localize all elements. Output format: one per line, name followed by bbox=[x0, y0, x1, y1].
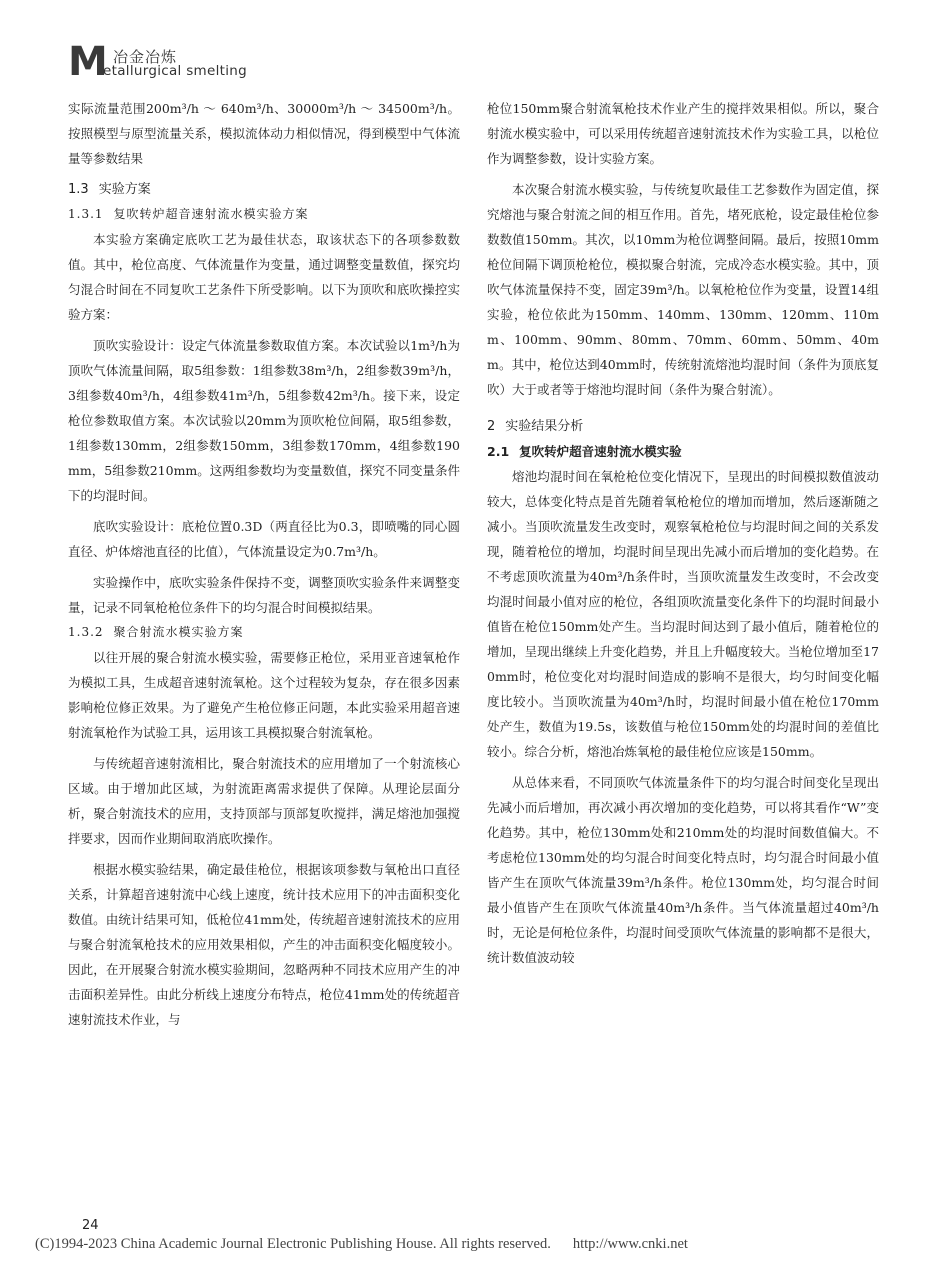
paragraph: 枪位150mm聚合射流氧枪技术作业产生的搅拌效果相似。所以，聚合射流水模实验中，可以采用传统超音速射流技术作为实验工具，以枪位作为调整参数，设计实验方案。 bbox=[487, 101, 879, 166]
paragraph: 底吹实验设计：底枪位置0.3D（两直径比为0.3，即喷嘴的同心圆直径、炉体熔池直径的比值），气体流量设定为0.7m³/h。 bbox=[68, 519, 460, 559]
journal-title-cn: 冶金冶炼 bbox=[113, 48, 178, 66]
journal-logo-letter: M bbox=[68, 39, 107, 85]
paragraph: 根据水模实验结果，确定最佳枪位，根据该项参数与氧枪出口直径关系，计算超音速射流中心线上速度，统计技术应用下的冲击面积变化数值。由统计结果可知，低枪位41mm处，传统超音速射流技术的应用与聚合射流氧枪技术的应用效果相似，产生的冲击面积变化幅度较小。因此，在开展聚合射流水模实验期间，忽略两种不同技术应用产生的冲击面积差异性。由此分析线上速度分布特点，枪位41mm处的传统超音速射流技术作业，与 bbox=[68, 862, 460, 1027]
copyright-text: (C)1994-2023 China Academic Journal Electronic Publishing House. All rights reserved. bbox=[35, 1236, 551, 1252]
paragraph: 与传统超音速射流相比，聚合射流技术的应用增加了一个射流核心区域。由于增加此区域，为射流距离需求提供了保障。从理论层面分析，聚合射流技术的应用，支持顶部与顶部复吹搅拌，满足熔池加强搅拌要求，因而作业期间取消底吹操作。 bbox=[68, 756, 460, 846]
paragraph: 顶吹实验设计：设定气体流量参数取值方案。本次试验以1m³/h为顶吹气体流量间隔，取5组参数：1组参数38m³/h，2组参数39m³/h，3组参数40m³/h，4组参数41m³/h，5组参数42m³/h。接下来，设定枪位参数取值方案。本次试验以20mm为顶吹枪位间隔，取5组参数，1组参数130mm，2组参数150mm，3组参数170mm，4组参数190mm，5组参数210mm。这两组参数均为变量数值，探究不同变量条件下的均混时间。 bbox=[68, 338, 460, 503]
paragraph: 实际流量范围200m³/h ～ 640m³/h、30000m³/h ～ 34500m³/h。按照模型与原型流量关系，模拟流体动力相似情况，得到模型中气体流量等参数结果 bbox=[68, 101, 460, 166]
section-heading-1-3: 1.3 实验方案 bbox=[68, 182, 151, 197]
page-number: 24 bbox=[82, 1218, 99, 1233]
section-heading-1-3-1: 1.3.1 复吹转炉超音速射流水模实验方案 bbox=[68, 207, 309, 221]
paragraph: 本实验方案确定底吹工艺为最佳状态，取该状态下的各项参数数值。其中，枪位高度、气体流量作为变量，通过调整变量数值，探究均匀混合时间在不同复吹工艺条件下所受影响。以下为顶吹和底吹操控实验方案： bbox=[68, 232, 460, 322]
journal-title-en: etallurgical smelting bbox=[103, 63, 248, 79]
section-heading-1-3-2: 1.3.2 聚合射流水模实验方案 bbox=[68, 625, 244, 639]
cnki-link[interactable]: http://www.cnki.net bbox=[572, 1236, 688, 1252]
section-heading-2: 2 实验结果分析 bbox=[487, 419, 584, 434]
left-column bbox=[68, 96, 460, 1032]
paragraph: 熔池均混时间在氧枪枪位变化情况下，呈现出的时间模拟数值波动较大，总体变化特点是首先随着氧枪枪位的增加而增加，然后逐渐随之减小。当顶吹流量发生改变时，观察氧枪枪位与均混时间之间的关系发现，随着枪位的增加，均混时间呈现出先减小而后增加的变化趋势。在不考虑顶吹流量为40m³/h条件时，当顶吹流量发生改变时，不会改变均混时间最小值对应的枪位，各组顶吹流量变化条件下的均混时间最小值皆在枪位150mm处产生。当均混时间达到了最小值后，随着枪位的增加，呈现出继续上升变化趋势，并且上升幅度较大。当枪位增加至170mm时，枪位变化对均混时间造成的影响不是很大，均匀时间变化幅度比较小。当顶吹流量为40m³/h时，均混时间最小值在枪位170mm处产生，数值为19.5s，该数值与枪位150mm处的均混时间的差值比较小。综合分析，熔池冶炼氧枪的最佳枪位应该是150mm。 bbox=[487, 469, 879, 759]
paragraph: 实验操作中，底吹实验条件保持不变，调整顶吹实验条件来调整变量，记录不同氧枪枪位条件下的均匀混合时间模拟结果。 bbox=[68, 575, 460, 615]
right-column bbox=[487, 96, 879, 970]
journal-header bbox=[68, 39, 368, 85]
copyright-footer bbox=[35, 1236, 688, 1253]
paragraph: 以往开展的聚合射流水模实验，需要修正枪位，采用亚音速氧枪作为模拟工具，生成超音速射流氧枪。这个过程较为复杂，存在很多因素影响枪位修正效果。为了避免产生枪位修正问题，本此实验采用超音速射流氧枪作为试验工具，运用该工具模拟聚合射流氧枪。 bbox=[68, 650, 460, 740]
section-heading-2-1: 2.1 复吹转炉超音速射流水模实验 bbox=[487, 444, 682, 459]
paragraph: 从总体来看，不同顶吹气体流量条件下的均匀混合时间变化呈现出先减小而后增加，再次减小再次增加的变化趋势，可以将其看作“W”变化趋势。其中，枪位130mm处和210mm处的均混时间数值偏大。不考虑枪位130mm处的均匀混合时间变化特点时，均匀混合时间最小值皆产生在顶吹气体流量39m³/h条件。枪位130mm处，均匀混合时间最小值皆产生在顶吹气体流量40m³/h条件。当气体流量超过40m³/h时，无论是何枪位条件，均混时间受顶吹气体流量的影响都不是很大，统计数值波动较 bbox=[487, 775, 879, 965]
paragraph: 本次聚合射流水模实验，与传统复吹最佳工艺参数作为固定值，探究熔池与聚合射流之间的相互作用。首先，堵死底枪，设定最佳枪位参数数值150mm。其次，以10mm为枪位调整间隔。最后，按照10mm枪位间隔下调顶枪枪位，模拟聚合射流，完成冷态水模实验。其中，顶吹气体流量保持不变，固定39m³/h。以氧枪枪位作为变量，设置14组实验，枪位依此为150mm、140mm、130mm、120mm、110mm、100mm、90mm、80mm、70mm、60mm、50mm、40mm。其中，枪位达到40mm时，传统射流熔池均混时间（条件为顶底复吹）大于或者等于熔池均混时间（条件为聚合射流）。 bbox=[487, 182, 879, 397]
